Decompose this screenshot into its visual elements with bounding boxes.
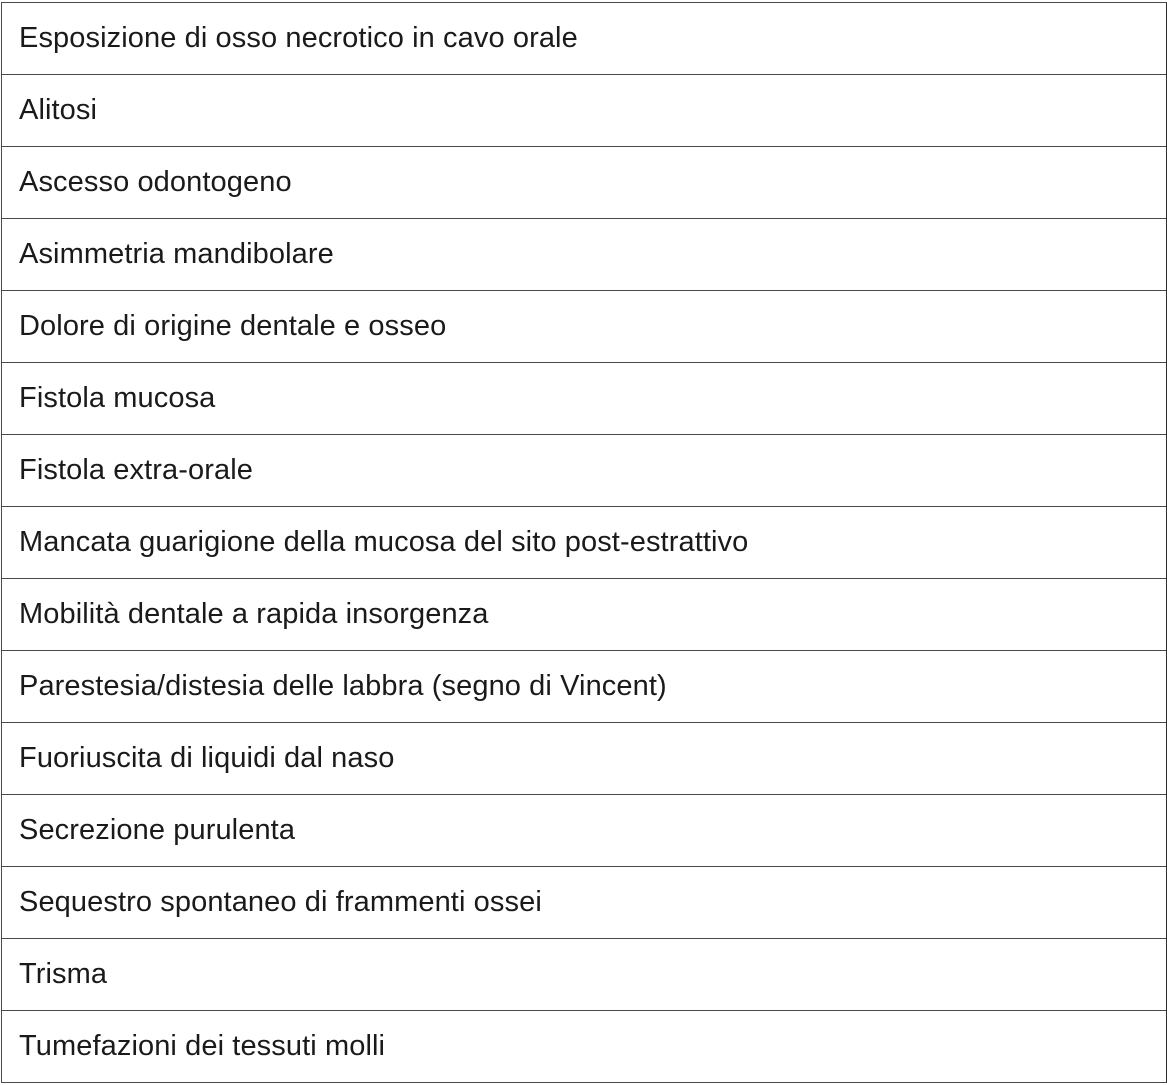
table-row: Fistola mucosa: [2, 363, 1166, 435]
table-row: Sequestro spontaneo di frammenti ossei: [2, 867, 1166, 939]
table-row: Asimmetria mandibolare: [2, 219, 1166, 291]
table-row: Parestesia/distesia delle labbra (segno di Vincent): [2, 651, 1166, 723]
table-row: Alitosi: [2, 75, 1166, 147]
table-row: Fuoriuscita di liquidi dal naso: [2, 723, 1166, 795]
table-row: Tumefazioni dei tessuti molli: [19, 1030, 386, 1062]
table-row: Esposizione di osso necrotico in cavo orale: [2, 3, 1166, 75]
table-row: Ascesso odontogeno: [2, 147, 1166, 219]
table-row: Mobilità dentale a rapida insorgenza: [2, 579, 1166, 651]
table-row: Mancata guarigione della mucosa del sito post-estrattivo: [2, 507, 1166, 579]
symptoms-table: [1, 2, 1167, 1083]
table-row: Trisma: [2, 939, 1166, 1011]
table-row: Dolore di origine dentale e osseo: [2, 291, 1166, 363]
table-row: Fistola extra-orale: [2, 435, 1166, 507]
table-row: Secrezione purulenta: [2, 795, 1166, 867]
